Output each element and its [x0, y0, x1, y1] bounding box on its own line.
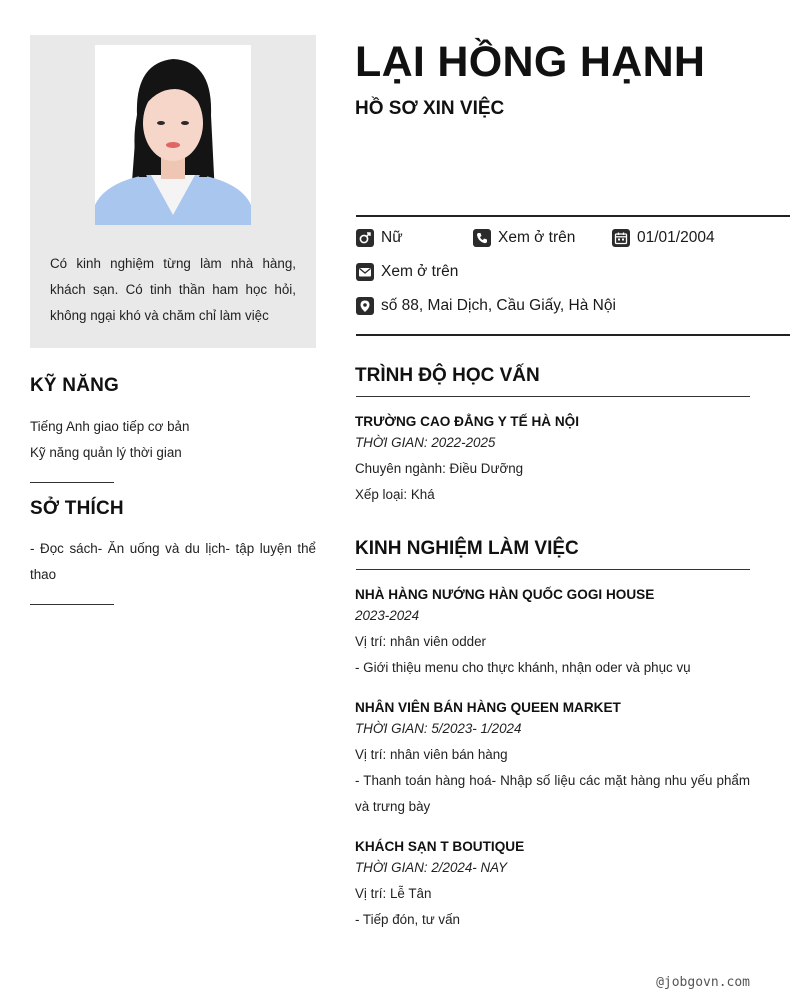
job-org: NHÂN VIÊN BÁN HÀNG QUEEN MARKET: [355, 700, 621, 715]
school-name: TRƯỜNG CAO ĐẲNG Y TẾ HÀ NỘI: [355, 414, 580, 429]
job-time: THỜI GIAN: 5/2023- 1/2024: [355, 721, 522, 736]
contact-divider-top: [356, 215, 790, 217]
dob-value: 01/01/2004: [637, 229, 715, 246]
document-subtitle: HỒ SƠ XIN VIỆC: [355, 98, 505, 119]
job-entry: [355, 837, 750, 933]
education-major: Chuyên ngành: Điều Dưỡng: [355, 461, 524, 476]
divider: [30, 604, 114, 605]
phone-icon: [473, 229, 491, 247]
email-value: Xem ở trên: [381, 263, 459, 280]
profile-summary: Có kinh nghiệm từng làm nhà hàng, khách sạn. Có tinh thần ham học hỏi, không ngại khó và chăm chỉ làm việc: [50, 256, 296, 323]
profile-panel: [30, 35, 316, 348]
contact-gender: [356, 229, 403, 247]
skill-item: Tiếng Anh giao tiếp cơ bản: [30, 419, 190, 434]
skill-item: Kỹ năng quản lý thời gian: [30, 445, 182, 460]
watermark: @jobgovn.com: [656, 975, 750, 990]
profile-photo: [95, 45, 251, 225]
education-time: THỜI GIAN: 2022-2025: [355, 435, 496, 450]
job-description: - Giới thiệu menu cho thực khánh, nhận oder và phục vụ: [355, 660, 691, 675]
envelope-icon: [356, 263, 374, 281]
job-entry: [355, 585, 750, 681]
hobbies-heading: SỞ THÍCH: [30, 498, 124, 519]
job-time: 2023-2024: [355, 608, 420, 623]
education-heading: TRÌNH ĐỘ HỌC VẤN: [355, 365, 540, 386]
hobbies-text: - Đọc sách- Ăn uống và du lịch- tập luyện thể thao: [30, 541, 316, 582]
job-position: Vị trí: nhân viên bán hàng: [355, 747, 508, 762]
job-org: KHÁCH SẠN T BOUTIQUE: [355, 839, 525, 854]
contact-email: [356, 263, 458, 281]
job-description: - Tiếp đón, tư vấn: [355, 912, 460, 927]
job-description: - Thanh toán hàng hoá- Nhập số liệu các mặt hàng nhu yếu phẩm và trưng bày: [355, 773, 750, 814]
section-divider: [356, 396, 750, 397]
contact-address: [356, 297, 616, 315]
job-org: NHÀ HÀNG NƯỚNG HÀN QUỐC GOGI HOUSE: [355, 587, 655, 602]
job-time: THỜI GIAN: 2/2024- NAY: [355, 860, 508, 875]
phone-value: Xem ở trên: [498, 229, 576, 246]
skill-list: [30, 414, 316, 466]
contact-dob: [612, 229, 715, 247]
gender-icon: [356, 229, 374, 247]
contact-phone: [473, 229, 575, 247]
job-position: Vị trí: Lễ Tân: [355, 886, 432, 901]
calendar-icon: [612, 229, 630, 247]
job-position: Vị trí: nhân viên odder: [355, 634, 487, 649]
job-entry: [355, 698, 750, 820]
portrait-illustration: [95, 45, 251, 225]
education-entry: [355, 412, 750, 508]
contact-divider-bottom: [356, 334, 790, 336]
gender-value: Nữ: [381, 229, 403, 246]
education-grade: Xếp loại: Khá: [355, 487, 435, 502]
section-divider: [356, 569, 750, 570]
candidate-name: LẠI HỒNG HẠNH: [355, 38, 706, 86]
divider: [30, 482, 114, 483]
address-value: số 88, Mai Dịch, Cầu Giấy, Hà Nội: [381, 297, 616, 314]
skills-heading: KỸ NĂNG: [30, 375, 120, 396]
experience-heading: KINH NGHIỆM LÀM VIỆC: [355, 538, 579, 559]
map-pin-icon: [356, 297, 374, 315]
